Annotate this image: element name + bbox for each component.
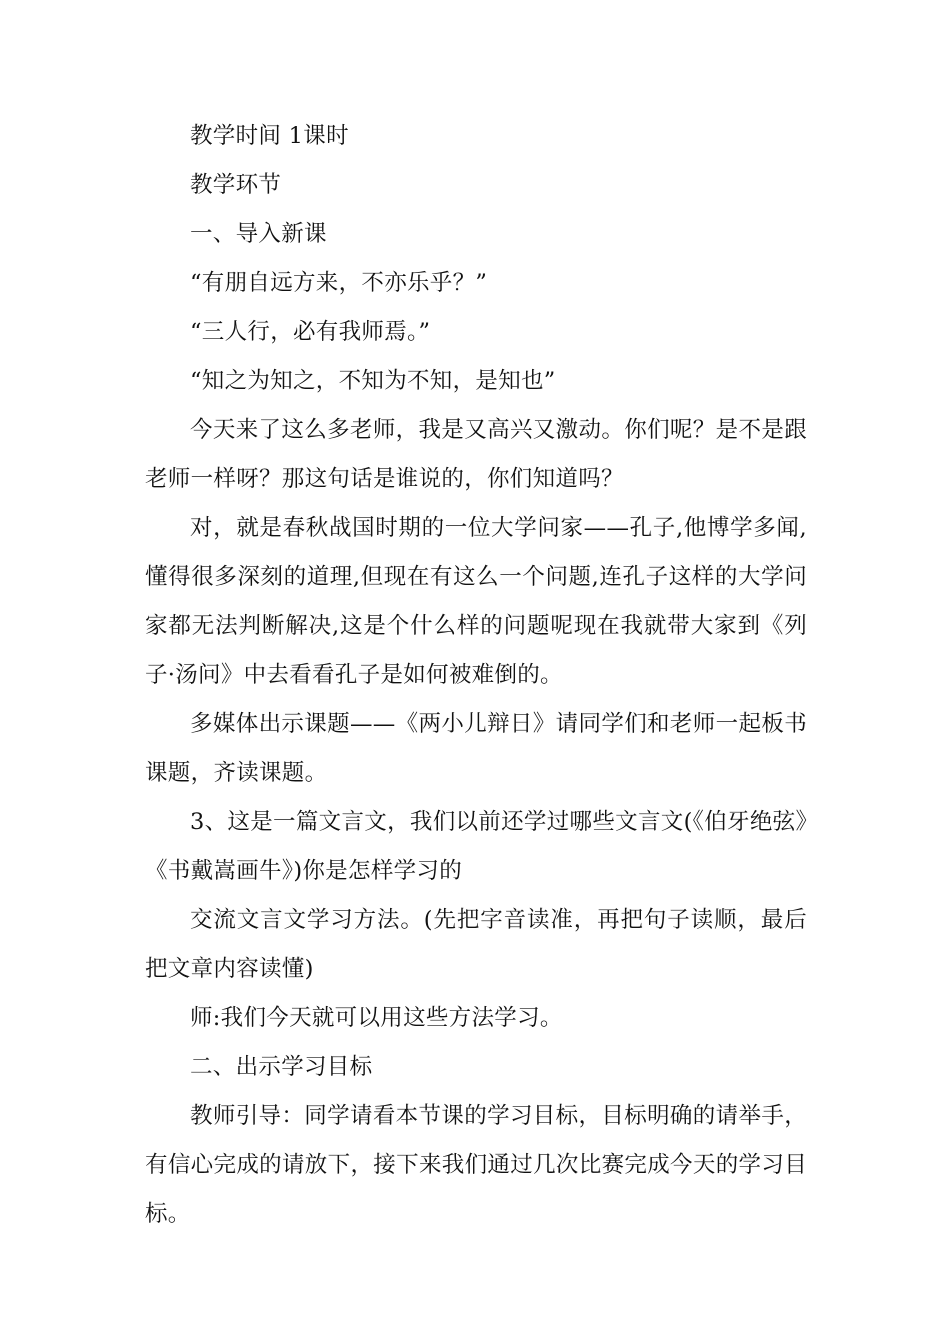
quote-3: “知之为知之，不知为不知，是知也” bbox=[190, 368, 556, 394]
paragraph-study-methods: 交流文言文学习方法。(先把字音读准，再把句子读顺，最后把文章内容读懂) bbox=[145, 907, 807, 982]
teaching-time-line: 教学时间 1课时 bbox=[190, 123, 349, 149]
paragraph-teacher-guidance: 教师引导：同学请看本节课的学习目标，目标明确的请举手，有信心完成的请放下，接下来我们通过几次比赛完成今天的学习目标。 bbox=[145, 1103, 807, 1227]
teaching-steps-heading: 教学环节 bbox=[190, 172, 282, 198]
section-heading-intro: 一、导入新课 bbox=[190, 221, 327, 247]
quote-1: “有朋自远方来，不亦乐乎？” bbox=[190, 270, 488, 296]
paragraph-title-display: 多媒体出示课题——《两小儿辩日》请同学们和老师一起板书课题，齐读课题。 bbox=[145, 711, 807, 786]
paragraph-teacher-note: 师:我们今天就可以用这些方法学习。 bbox=[190, 1005, 563, 1031]
paragraph-greeting: 今天来了这么多老师，我是又高兴又激动。你们呢？是不是跟老师一样呀？那这句话是谁说的，你们知道吗？ bbox=[145, 417, 807, 492]
section-heading-goals: 二、出示学习目标 bbox=[190, 1054, 373, 1080]
quote-2: “三人行，必有我师焉。” bbox=[190, 319, 431, 345]
paragraph-classical-texts: 3、这是一篇文言文，我们以前还学过哪些文言文(《伯牙绝弦》《书戴嵩画牛》)你是怎样学习的 bbox=[145, 809, 807, 884]
paragraph-confucius: 对，就是春秋战国时期的一位大学问家——孔子,他博学多闻,懂得很多深刻的道理,但现在有这么一个问题,连孔子这样的大学问家都无法判断解决,这是个什么样的问题呢现在我就带大家到《列子·汤问》中去看看孔子是如何被难倒的。 bbox=[145, 515, 807, 688]
